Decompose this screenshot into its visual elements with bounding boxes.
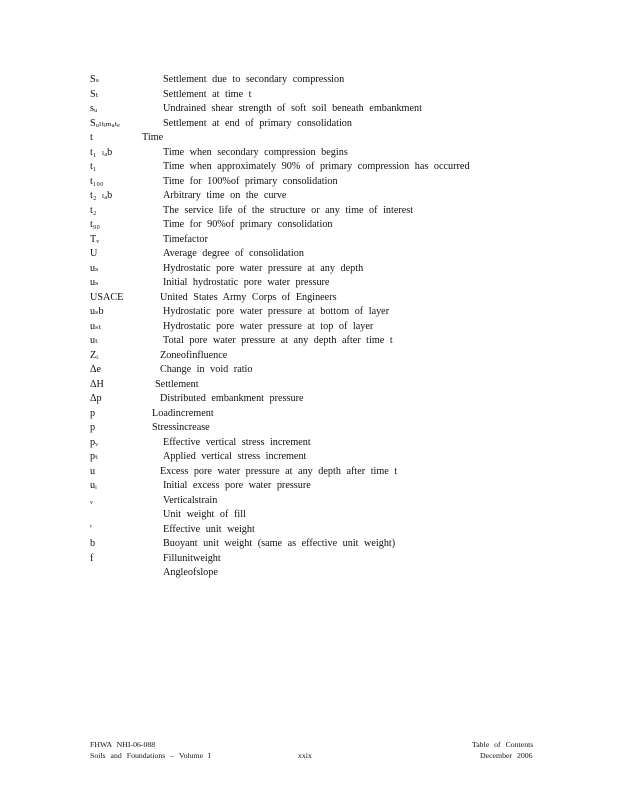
- symbol-definition: Initial hydrostatic pore water pressure: [163, 277, 330, 288]
- symbol-definition: Time for 100%of primary consolidation: [163, 175, 338, 187]
- symbol-term: Zᵢ: [90, 349, 98, 361]
- symbol-term: sᵤ: [90, 103, 98, 114]
- symbol-term: uₜ: [90, 335, 98, 346]
- symbol-term: t₁: [90, 161, 97, 172]
- symbol-definition: Verticalstrain: [163, 494, 218, 506]
- symbol-term: uₛ: [90, 277, 99, 288]
- symbol-definition: Settlement at time t: [163, 88, 252, 100]
- footer-page-number: xxix: [298, 751, 312, 760]
- symbol-definition: Buoyant unit weight (same as effective unit weight): [163, 538, 396, 549]
- symbol-term: U: [90, 248, 98, 259]
- symbol-definition: United States Army Corps of Engineers: [160, 291, 337, 303]
- symbol-term: t₂ ₗₐb: [90, 190, 113, 201]
- symbol-term: ΔH: [90, 378, 104, 390]
- symbol-term: t₁ ₗₐb: [90, 146, 113, 158]
- symbol-term: Tᵥ: [90, 233, 100, 245]
- symbol-definition: Hydrostatic pore water pressure at top of layer: [163, 320, 374, 332]
- symbol-definition: Excess pore water pressure at any depth after time t: [160, 465, 398, 477]
- symbol-term: t₁₀₀: [90, 175, 104, 187]
- footer-title: Soils and Foundations – Volume I: [90, 751, 211, 760]
- symbol-term: p: [90, 422, 96, 433]
- symbol-definition: Settlement: [155, 378, 199, 390]
- symbol-term: Sᵤₗₜᵢₘₐₜₑ: [90, 117, 120, 129]
- symbol-definition: Angleofslope: [163, 567, 218, 578]
- symbol-definition: Time when secondary compression begins: [163, 146, 348, 158]
- symbol-term: Δp: [90, 393, 102, 404]
- footer-agency: FHWA NHI-06-088: [90, 740, 156, 749]
- symbol-definition: Fillunitweight: [163, 552, 221, 564]
- symbol-definition: Time: [142, 132, 164, 143]
- symbol-term: f: [90, 552, 94, 564]
- symbol-definition: Effective unit weight: [163, 523, 255, 535]
- symbol-definition: Zoneofinfluence: [160, 349, 228, 361]
- symbol-definition: Time when approximately 90% of primary compression has occurred: [163, 161, 470, 172]
- symbol-definition: Settlement at end of primary consolidation: [163, 117, 352, 129]
- symbol-term: Sₜ: [90, 88, 99, 100]
- symbol-term: uₛ: [90, 262, 99, 274]
- symbol-definition: Initial excess pore water pressure: [163, 480, 311, 491]
- symbol-term: t₉₀: [90, 219, 100, 230]
- symbol-definition: Arbitrary time on the curve: [163, 190, 287, 201]
- symbol-term: Sₛ: [90, 74, 100, 85]
- symbol-term: Δe: [90, 364, 102, 375]
- symbol-definition: Change in void ratio: [160, 364, 253, 375]
- symbol-definition: Unit weight of fill: [163, 509, 246, 520]
- symbol-definition: Undrained shear strength of soft soil beneath embankment: [163, 103, 422, 114]
- symbol-term: pₜ: [90, 451, 98, 462]
- symbol-term: p: [90, 407, 96, 419]
- footer-date: December 2006: [480, 751, 533, 760]
- symbol-definition: Stressincrease: [152, 422, 210, 433]
- symbol-definition: Total pore water pressure at any depth after time t: [163, 335, 393, 346]
- symbol-definition: Timefactor: [163, 233, 208, 245]
- symbol-definition: Average degree of consolidation: [163, 248, 304, 259]
- symbol-definition: Applied vertical stress increment: [163, 451, 307, 462]
- symbol-term: b: [90, 538, 96, 549]
- symbol-term: t₂: [90, 204, 97, 216]
- symbol-definition: The service life of the structure or any time of interest: [163, 204, 414, 216]
- symbol-term: t: [90, 132, 93, 143]
- symbol-term: u: [90, 465, 96, 477]
- symbol-term: ': [90, 523, 92, 535]
- symbol-definition: Distributed embankment pressure: [160, 393, 304, 404]
- symbol-definition: Settlement due to secondary compression: [163, 74, 345, 85]
- symbol-term: USACE: [90, 291, 124, 303]
- symbol-definition: Loadincrement: [152, 407, 214, 419]
- symbol-term: pᵥ: [90, 436, 99, 448]
- symbol-definition: Time for 90%of primary consolidation: [163, 219, 333, 230]
- footer-section: Table of Contents: [472, 740, 534, 749]
- symbol-definition: Hydrostatic pore water pressure at any depth: [163, 262, 364, 274]
- symbol-term: uₛb: [90, 306, 104, 317]
- symbol-term: uₛₜ: [90, 320, 102, 332]
- symbol-definition: Effective vertical stress increment: [163, 436, 311, 448]
- symbol-term: ᵥ: [90, 494, 93, 506]
- symbol-term: uᵢ: [90, 480, 97, 491]
- symbol-definition: Hydrostatic pore water pressure at bottom of layer: [163, 306, 390, 317]
